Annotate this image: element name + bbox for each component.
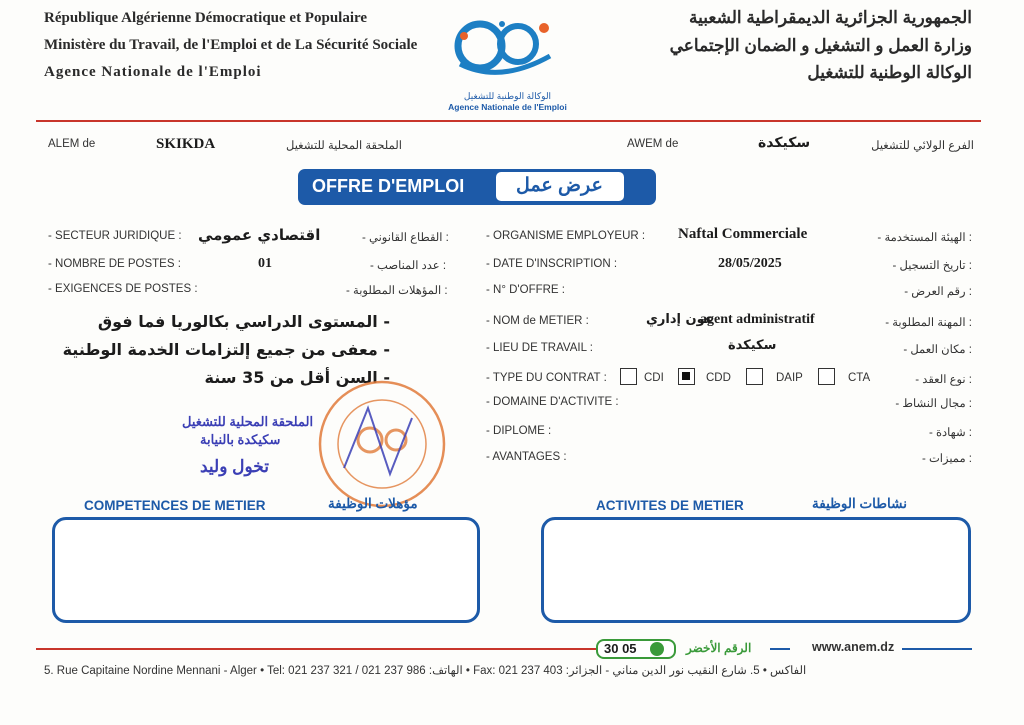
green-number-badge [596, 639, 676, 659]
domaine-label: - DOMAINE D'ACTIVITE : [486, 396, 619, 408]
requirement-2: - معفى من جميع إلتزامات الخدمة الوطنية [62, 340, 390, 359]
metier-ar-label: : المهنة المطلوبة - [885, 317, 972, 329]
metier-value-fr: agent administratif [700, 312, 815, 327]
exigences-label: - EXIGENCES DE POSTES : [48, 283, 198, 295]
avantages-ar-label: : مميزات - [921, 453, 972, 465]
requirement-3: - السن أقل من 35 سنة [204, 368, 390, 387]
daip-label: DAIP [776, 372, 803, 384]
lieu-ar-label: : مكان العمل - [903, 344, 972, 356]
stamp-text-2: سكيكدة بالنيابة [200, 432, 281, 447]
activites-title-ar: نشاطات الوظيفة [812, 496, 907, 511]
stamp-text-1: الملحقة المحلية للتشغيل [182, 414, 314, 429]
date-label: - DATE D'INSCRIPTION : [486, 258, 618, 270]
contrat-ar-label: : نوع العقد - [915, 374, 972, 386]
banner-title-fr: OFFRE D'EMPLOI [312, 176, 465, 196]
cdd-label: CDD [706, 372, 731, 384]
header-divider [36, 120, 981, 122]
header-ar-line2: وزارة العمل و التشغيل و الضمان الإجتماعي [669, 36, 972, 55]
cta-label: CTA [848, 372, 871, 384]
header-fr-line3: Agence Nationale de l'Emploi [44, 64, 262, 80]
lieu-label: - LIEU DE TRAVAIL : [486, 342, 593, 354]
header-ar-line3: الوكالة الوطنية للتشغيل [807, 63, 972, 82]
header-fr-line2: Ministère du Travail, de l'Emploi et de La Sécurité Sociale [44, 37, 418, 53]
cta-checkbox[interactable] [818, 368, 835, 385]
competences-box[interactable] [52, 517, 480, 623]
cdi-label: CDI [644, 372, 664, 384]
header-ar-line1: الجمهورية الجزائرية الديمقراطية الشعبية [689, 8, 972, 27]
footer-divider-blue [902, 648, 972, 650]
official-stamp [316, 378, 448, 510]
footer-address: 5. Rue Capitaine Nordine Mennani - Alger • Tel: 021 237 321 / 021 237 986 :الهاتف • Fax: 021 237 403 :الفاكس • 5. شارع النقيب نور الدين مناني - الجزائر [44, 665, 807, 677]
footer-divider-red [36, 648, 596, 650]
postes-value: 01 [258, 256, 272, 271]
stamp-seal-icon [316, 378, 448, 510]
green-number: 30 05 [604, 641, 637, 656]
organisme-label: - ORGANISME EMPLOYEUR : [486, 230, 646, 242]
secteur-label: - SECTEUR JURIDIQUE : [48, 230, 182, 242]
cdi-checkbox[interactable] [620, 368, 637, 385]
date-value: 28/05/2025 [718, 256, 782, 271]
green-number-label: الرقم الأخضر [686, 641, 752, 655]
competences-title-ar: مؤهلات الوظيفة [328, 496, 418, 511]
secteur-ar-label: : القطاع القانوني - [362, 232, 449, 244]
banner-title-ar: عرض عمل [516, 175, 603, 196]
header-fr-line1: République Algérienne Démocratique et Populaire [44, 10, 368, 26]
diplome-ar-label: : شهادة - [928, 427, 972, 439]
logo-ar-text: الوكالة الوطنية للتشغيل [463, 91, 552, 101]
exigences-ar-label: : المؤهلات المطلوبة - [346, 285, 448, 297]
awem-value: سكيكدة [758, 135, 811, 151]
anem-logo-icon [440, 6, 575, 86]
phone-icon [650, 642, 664, 656]
competences-title-fr: COMPETENCES DE METIER [84, 498, 266, 513]
offre-ar-label: : رقم العرض - [904, 286, 972, 298]
activites-box[interactable] [541, 517, 971, 623]
organisme-value: Naftal Commerciale [678, 226, 808, 242]
awem-label: AWEM de [627, 138, 679, 150]
logo-fr-text: Agence Nationale de l'Emploi [448, 102, 567, 112]
offre-label: - N° D'OFFRE : [486, 284, 565, 296]
lieu-value: سكيكدة [728, 338, 777, 353]
alem-ar-label: الملحقة المحلية للتشغيل [286, 140, 402, 152]
anem-logo [440, 6, 575, 112]
postes-label: - NOMBRE DE POSTES : [48, 258, 181, 270]
website: www.anem.dz [812, 640, 895, 654]
postes-ar-label: : عدد المناصب - [370, 260, 447, 272]
diplome-label: - DIPLOME : [486, 425, 552, 437]
activites-title-fr: ACTIVITES DE METIER [596, 498, 744, 513]
cdd-checkbox[interactable] [678, 368, 695, 385]
offer-banner [298, 169, 656, 205]
domaine-ar-label: : مجال النشاط - [895, 398, 972, 410]
date-ar-label: : تاريخ التسجيل - [892, 260, 972, 272]
stamp-name: تخول وليد [200, 457, 270, 476]
awem-ar-label: الفرع الولائي للتشغيل [871, 140, 974, 152]
requirement-1: - المستوى الدراسي بكالوريا فما فوق [97, 312, 390, 331]
alem-label: ALEM de [48, 138, 96, 150]
contrat-label: - TYPE DU CONTRAT : [486, 372, 607, 384]
organisme-ar-label: : الهيئة المستخدمة - [877, 232, 972, 244]
metier-label: - NOM de METIER : [486, 315, 589, 327]
secteur-value: اقتصادي عمومي [198, 226, 321, 244]
daip-checkbox[interactable] [746, 368, 763, 385]
metier-value-ar: عون إداري [646, 312, 714, 327]
avantages-label: - AVANTAGES : [486, 451, 567, 463]
alem-value: SKIKDA [156, 136, 216, 152]
